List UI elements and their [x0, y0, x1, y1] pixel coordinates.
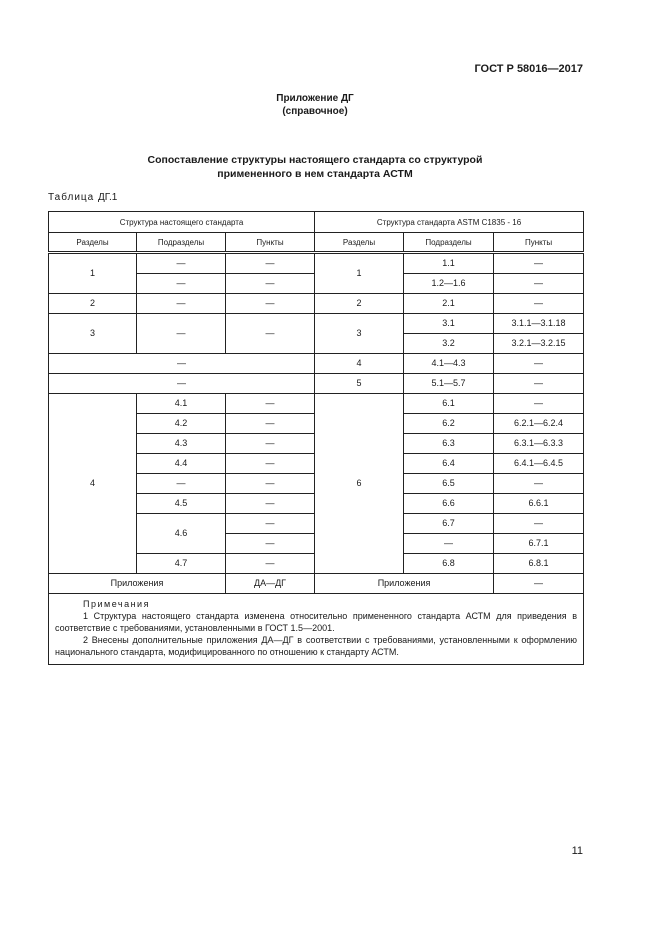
cell: — [404, 534, 494, 554]
table-row [49, 374, 584, 394]
cell: — [494, 474, 584, 494]
cell: — [226, 314, 315, 354]
table-caption [48, 192, 117, 203]
appendix-title-block [0, 92, 630, 118]
cell: — [226, 494, 315, 514]
cell: — [494, 253, 584, 274]
cell: 6.6 [404, 494, 494, 514]
cell: 2 [49, 294, 137, 314]
cell: 4.2 [137, 414, 226, 434]
table-row [49, 314, 584, 334]
cell: — [137, 274, 226, 294]
column-header: Подразделы [404, 233, 494, 253]
cell: 6.3.1—6.3.3 [494, 434, 584, 454]
table-row [49, 253, 584, 274]
cell: — [137, 474, 226, 494]
cell: — [226, 454, 315, 474]
cell: 1.1 [404, 253, 494, 274]
cell: 4.4 [137, 454, 226, 474]
note-2: 2 Внесены дополнительные приложения ДА—ДГ в соответствии с требованиями, установленными к оформлению национального стандарта, модифицированного по отношению к стандарту АСТМ. [55, 635, 578, 657]
cell: 6.5 [404, 474, 494, 494]
cell: 6.7.1 [494, 534, 584, 554]
cell: 3 [315, 314, 404, 354]
cell: 4.1—4.3 [404, 354, 494, 374]
cell: — [494, 394, 584, 414]
cell: 3.2.1—3.2.15 [494, 334, 584, 354]
cell: — [226, 534, 315, 554]
cell: — [494, 574, 584, 594]
cell: — [226, 394, 315, 414]
cell: Приложения [315, 574, 494, 594]
cell: 6.3 [404, 434, 494, 454]
notes-title: Примечания [83, 599, 150, 609]
table-row [49, 394, 584, 414]
cell: — [137, 294, 226, 314]
cell: — [226, 474, 315, 494]
cell: 4.1 [137, 394, 226, 414]
cell: 3.1 [404, 314, 494, 334]
cell: 4.3 [137, 434, 226, 454]
appendix-subtitle: (справочное) [282, 106, 348, 117]
cell: — [226, 514, 315, 534]
cell: Приложения [49, 574, 226, 594]
cell: — [137, 314, 226, 354]
cell: 6.8 [404, 554, 494, 574]
cell: 5.1—5.7 [404, 374, 494, 394]
heading-line-2: примененного в нем стандарта АСТМ [217, 168, 413, 180]
cell: 4 [49, 394, 137, 574]
cell: 6.6.1 [494, 494, 584, 514]
cell: — [226, 274, 315, 294]
cell: 3.1.1—3.1.18 [494, 314, 584, 334]
cell: 3.2 [404, 334, 494, 354]
standard-code: ГОСТ Р 58016—2017 [474, 63, 583, 75]
cell: — [49, 374, 315, 394]
cell: — [137, 253, 226, 274]
heading-line-1: Сопоставление структуры настоящего стандарта со структурой [147, 154, 483, 166]
cell: ДА—ДГ [226, 574, 315, 594]
column-header: Подразделы [137, 233, 226, 253]
section-heading [0, 153, 630, 181]
table-row [49, 574, 584, 594]
table-group-header-row [49, 212, 584, 233]
notes-cell [49, 594, 584, 665]
table-row [49, 354, 584, 374]
cell: 6.1 [404, 394, 494, 414]
cell: 6.2.1—6.2.4 [494, 414, 584, 434]
cell: 2.1 [404, 294, 494, 314]
cell: 4.6 [137, 514, 226, 554]
comparison-table [48, 211, 584, 665]
cell: 6.4.1—6.4.5 [494, 454, 584, 474]
cell: 6 [315, 394, 404, 574]
cell: 6.8.1 [494, 554, 584, 574]
column-header: Пункты [494, 233, 584, 253]
cell: — [494, 294, 584, 314]
column-header: Пункты [226, 233, 315, 253]
cell: — [494, 374, 584, 394]
table-column-header-row [49, 233, 584, 253]
cell: — [49, 354, 315, 374]
page-number: 11 [571, 845, 583, 857]
cell: 3 [49, 314, 137, 354]
group-header-left: Структура настоящего стандарта [49, 212, 315, 233]
notes-row [49, 594, 584, 665]
cell: 1 [49, 253, 137, 294]
table-row [49, 294, 584, 314]
column-header: Разделы [315, 233, 404, 253]
group-header-right: Структура стандарта ASTM C1835 - 16 [315, 212, 584, 233]
cell: 4.7 [137, 554, 226, 574]
cell: 6.2 [404, 414, 494, 434]
cell: 2 [315, 294, 404, 314]
cell: 6.4 [404, 454, 494, 474]
cell: — [226, 554, 315, 574]
table-caption-word: Таблица [48, 192, 95, 203]
cell: 1.2—1.6 [404, 274, 494, 294]
cell: — [226, 294, 315, 314]
cell: — [226, 414, 315, 434]
cell: 6.7 [404, 514, 494, 534]
table-caption-number: ДГ.1 [98, 192, 118, 203]
cell: — [494, 274, 584, 294]
cell: 4.5 [137, 494, 226, 514]
note-1: 1 Структура настоящего стандарта изменена относительно примененного стандарта АСТМ для приведения в соответствие с требованиями, установленными в ГОСТ 1.5—2001. [55, 611, 578, 633]
cell: 5 [315, 374, 404, 394]
cell: — [494, 514, 584, 534]
column-header: Разделы [49, 233, 137, 253]
cell: 4 [315, 354, 404, 374]
cell: — [494, 354, 584, 374]
cell: 1 [315, 253, 404, 294]
appendix-title: Приложение ДГ [276, 93, 354, 104]
cell: — [226, 434, 315, 454]
cell: — [226, 253, 315, 274]
